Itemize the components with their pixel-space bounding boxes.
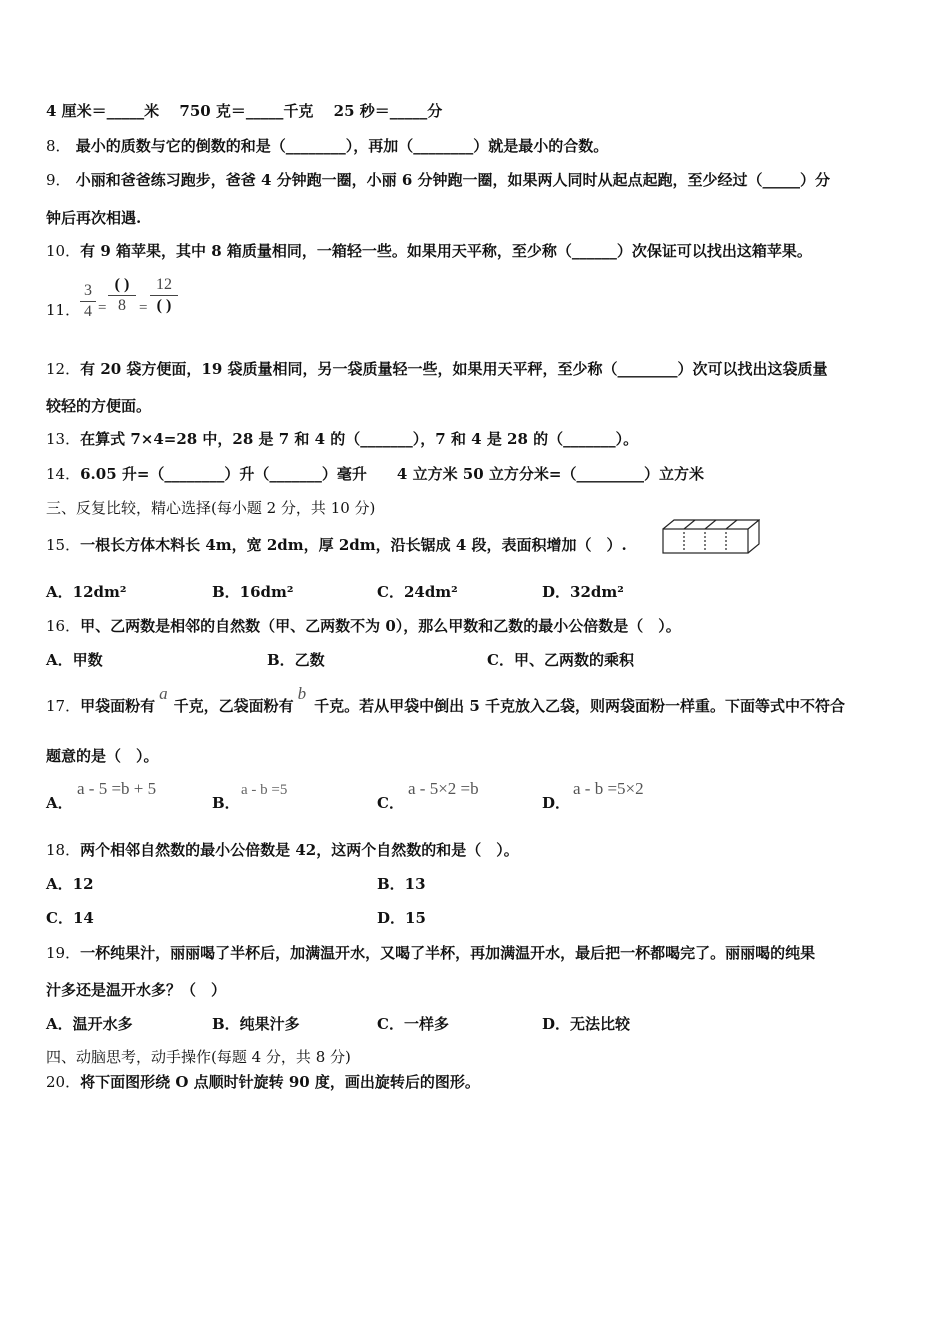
question-number: 12． xyxy=(46,360,81,378)
option-c[interactable]: C．一样多 xyxy=(377,1015,449,1033)
cuboid-diagram xyxy=(662,519,760,555)
question-text: 有 20 袋方便面，19 袋质量相同，另一袋质量轻一些，如果用天平秤，至少称（________）次可以找出这袋质量 xyxy=(80,360,828,378)
option-b[interactable]: B．13 xyxy=(377,875,426,893)
question-number: 14． xyxy=(46,465,81,483)
question-number: 18． xyxy=(46,841,81,859)
question-text: 最小的质数与它的倒数的和是（________），再加（________）就是最小的合数。 xyxy=(75,137,609,155)
question-text: 两个相邻自然数的最小公倍数是 42，这两个自然数的和是（ ）。 xyxy=(80,841,519,859)
fraction-3-4 xyxy=(80,282,96,321)
question-number: 15． xyxy=(46,536,81,554)
question-10 xyxy=(46,241,812,261)
option-b[interactable]: B．纯果汁多 xyxy=(212,1015,300,1033)
question-text: 将下面图形绕 O 点顺时针旋转 90 度，画出旋转后的图形。 xyxy=(80,1073,480,1091)
question-text-part: 甲袋面粉有 xyxy=(80,697,156,715)
question-number: 9． xyxy=(46,171,71,189)
question-13 xyxy=(46,429,638,449)
option-a-expression[interactable]: a - 5 =b + 5 xyxy=(77,779,157,798)
fraction-12-blank xyxy=(150,276,178,315)
fraction-numerator: 12 xyxy=(156,276,172,293)
question-text: 一根长方体木料长 4m，宽 2dm，厚 2dm，沿长锯成 4 段，表面积增加（ ）. xyxy=(80,536,627,554)
fraction-bar xyxy=(150,295,178,296)
question-number: 11． xyxy=(46,301,81,319)
option-b[interactable]: B．16dm² xyxy=(212,583,294,601)
question-text-part: 千克。若从甲袋中倒出 5 千克放入乙袋，则两袋面粉一样重。下面等式中不符合 xyxy=(314,697,846,715)
question-number: 20． xyxy=(46,1073,81,1091)
question-number: 13． xyxy=(46,430,81,448)
question-8 xyxy=(46,136,608,156)
question-12-continued: 较轻的方便面。 xyxy=(46,397,152,415)
option-a[interactable]: A．12dm² xyxy=(46,583,127,601)
option-d[interactable]: D．无法比较 xyxy=(542,1015,631,1033)
option-b-label[interactable]: B． xyxy=(212,794,240,812)
question-text: 一杯纯果汁，丽丽喝了半杯后，加满温开水，又喝了半杯，再加满温开水，最后把一杯都喝完了。丽丽喝的纯果 xyxy=(80,944,816,962)
question-number: 19． xyxy=(46,944,81,962)
fraction-numerator: 3 xyxy=(84,282,92,299)
option-c[interactable]: C．24dm² xyxy=(377,583,458,601)
section-heading-4: 四、动脑思考，动手操作(每题 4 分，共 8 分) xyxy=(46,1048,351,1066)
question-text: 甲、乙两数是相邻的自然数（甲、乙两数不为 0），那么甲数和乙数的最小公倍数是（ ）。 xyxy=(80,617,681,635)
fraction-numerator-blank: ( ) xyxy=(114,276,130,293)
option-b[interactable]: B．乙数 xyxy=(267,651,325,669)
question-17-continued: 题意的是（ ）。 xyxy=(46,747,159,765)
fraction-denominator: 4 xyxy=(84,303,92,320)
option-d[interactable]: D．32dm² xyxy=(542,583,624,601)
question-number: 16． xyxy=(46,617,81,635)
option-c-expression[interactable]: a - 5×2 =b xyxy=(408,779,479,798)
question-9-continued: 钟后再次相遇. xyxy=(46,209,142,227)
option-c[interactable]: C．甲、乙两数的乘积 xyxy=(487,651,634,669)
option-a[interactable]: A．12 xyxy=(46,875,94,893)
question-12 xyxy=(46,359,828,379)
question-text: 小丽和爸爸练习跑步，爸爸 4 分钟跑一圈，小丽 6 分钟跑一圈，如果两人同时从起点起跑，至少经过（_____）分 xyxy=(75,171,831,189)
question-9 xyxy=(46,170,830,190)
question-11 xyxy=(46,300,80,320)
section-heading-3: 三、反复比较，精心选择(每小题 2 分，共 10 分) xyxy=(46,499,376,517)
equals-sign: = xyxy=(139,300,148,316)
question-number: 17． xyxy=(46,697,81,715)
question-text-part: 千克，乙袋面粉有 xyxy=(173,697,294,715)
question-text: 6.05 升=（________）升（_______）毫升 4 立方米 50 立方分米=（_________）立方米 xyxy=(80,465,704,483)
option-d[interactable]: D．15 xyxy=(377,909,426,927)
variable-b: b xyxy=(297,684,307,703)
question-14 xyxy=(46,464,704,484)
question-text: 有 9 箱苹果，其中 8 箱质量相同，一箱轻一些。如果用天平称，至少称（______）次保证可以找出这箱苹果。 xyxy=(80,242,812,260)
unit-conversion-line: 4 厘米＝_____米 750 克＝_____千克 25 秒＝_____分 xyxy=(46,102,443,120)
variable-a: a xyxy=(159,684,168,703)
question-number: 10． xyxy=(46,242,81,260)
option-d-expression[interactable]: a - b =5×2 xyxy=(573,779,644,798)
fraction-bar xyxy=(108,295,136,296)
option-a[interactable]: A．温开水多 xyxy=(46,1015,133,1033)
question-17 xyxy=(46,684,846,716)
fraction-bar xyxy=(80,301,96,302)
fraction-denominator: 8 xyxy=(118,297,126,314)
question-15 xyxy=(46,535,627,555)
fraction-blank-8 xyxy=(108,276,136,315)
option-b-expression[interactable]: a - b =5 xyxy=(241,782,288,798)
question-19-continued: 汁多还是温开水多？（ ） xyxy=(46,981,227,999)
option-a-label[interactable]: A． xyxy=(46,794,73,812)
option-d-label[interactable]: D． xyxy=(542,794,571,812)
option-c[interactable]: C．14 xyxy=(46,909,94,927)
question-number: 8． xyxy=(46,137,71,155)
question-16 xyxy=(46,616,681,636)
question-19 xyxy=(46,943,815,963)
fraction-denominator-blank: ( ) xyxy=(156,297,172,314)
question-18 xyxy=(46,840,519,860)
question-20 xyxy=(46,1072,480,1092)
question-text: 在算式 7×4=28 中，28 是 7 和 4 的（_______），7 和 4 是 28 的（_______）。 xyxy=(80,430,639,448)
option-a[interactable]: A．甲数 xyxy=(46,651,103,669)
option-c-label[interactable]: C． xyxy=(377,794,404,812)
equals-sign: = xyxy=(98,300,107,316)
